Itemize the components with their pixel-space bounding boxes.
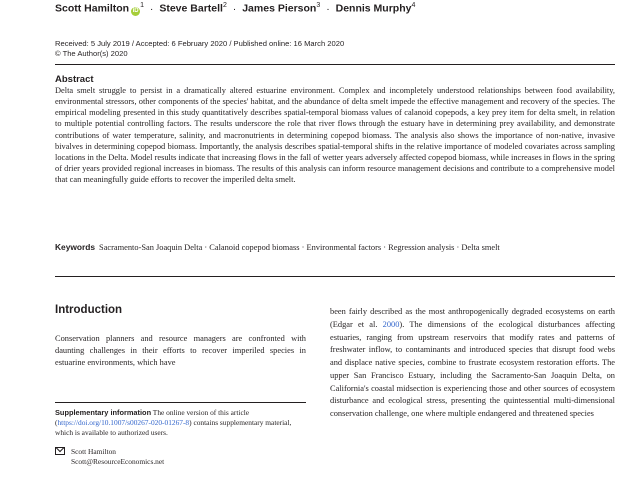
introduction-heading: Introduction <box>55 304 123 316</box>
author-name[interactable]: Scott Hamilton <box>55 2 130 15</box>
envelope-icon <box>55 447 65 455</box>
abstract-divider <box>55 276 615 277</box>
author-name[interactable]: Dennis Murphy <box>335 2 412 15</box>
author-affiliation: 3 <box>316 2 321 9</box>
intro-text-part: been fairly described as the most anthropogenically degraded ecosystems on earth (Edgar et al. <box>330 307 615 329</box>
author-affiliation: 1 <box>140 2 144 9</box>
introduction-left-text: Conservation planners and resource managers are confronted with daunting challenges in their efforts to recover imperiled species in estuarine environments, which have <box>55 334 306 368</box>
citation-link[interactable]: 2000 <box>382 319 400 329</box>
abstract-text: Delta smelt struggle to persist in a dramatically altered estuarine environment. Complex and incompletely understood relationships between food availability, environmental stressors, other components of the species' habitat, and the abundance of delta smelt impede the effective management and recovery of the species. The empirical modeling presented in this study quantitatively describes spatial-temporal biomass values of calanoid copepods, a key prey item for delta smelt, in relation to multiple potential controlling factors. The results underscore the role that river flows through the estuary have in determining prey availability, and demonstrate contributions of water temperature, salinity, and macronutrients in determining copepod biomass. The analysis also shows the importance of non-native, invasive bivalves in determining copepod biomass. Importantly, the analysis describes spatial-temporal shifts in the relative importance of modeled covariates across sampling locations in the Delta. Model results indicate that increasing flows in the fall of wetter years adversely affected copepod biomass, while increases in flows in the spring of drier years provided regional increases in biomass. The results of this analysis can inform resource management decisions and contribute to a comprehensive model that can meaningfully guide efforts to recover the imperiled delta smelt. <box>55 86 615 185</box>
contact-email[interactable]: Scott@ResourceEconomics.net <box>71 456 165 466</box>
corresponding-author <box>55 447 306 467</box>
keywords-block <box>55 242 615 254</box>
author-affiliation: 4 <box>411 2 416 9</box>
author-list <box>55 2 615 16</box>
supplementary-text: ) contains supplementary material, which is available to authorized users. <box>55 417 292 437</box>
orcid-icon[interactable]: iD <box>132 7 139 14</box>
keywords-list: Sacramento-San Joaquin Delta · Calanoid copepod biomass · Environmental factors · Regression analysis · Delta smelt <box>99 243 500 252</box>
author-separator: · <box>232 2 237 15</box>
publication-dates <box>55 39 344 59</box>
keywords-label: Keywords <box>55 242 96 252</box>
supplementary-doi-link[interactable]: https://doi.org/10.1007/s00267-020-01267-8 <box>57 417 190 427</box>
author-separator: · <box>149 2 154 15</box>
supplementary-note <box>55 408 306 437</box>
date-history: Received: 5 July 2019 / Accepted: 6 February 2020 / Published online: 16 March 2020 <box>55 39 345 48</box>
intro-text-part: ). The dimensions of the ecological disturbances affecting estuaries, ranging from upstream reservoirs that modify rates and patterns of freshwater inflow, to contaminants and introduced species that disrupt food webs and displace native species, combine to frustrate ecosystem restoration efforts. The upper San Francisco Estuary, including the Sacramento-San Joaquin Delta, on California's coastal midsection is experiencing those and other sources of ecosystem disturbance and ecological stress, presenting the quintessential multi-dimensional conservation challenge, one where multiple endangered and threatened species <box>330 319 615 418</box>
copyright-line: © The Author(s) 2020 <box>55 49 128 58</box>
author-affiliation: 2 <box>222 2 227 9</box>
author-separator: · <box>326 2 330 15</box>
header-divider <box>55 64 615 65</box>
contact-name: Scott Hamilton <box>71 447 116 456</box>
introduction-right-text <box>330 306 615 480</box>
author-name[interactable]: Steve Bartell <box>159 2 223 15</box>
author-name[interactable]: James Pierson <box>242 2 317 15</box>
footnote-divider <box>55 402 306 403</box>
supplementary-label: Supplementary information <box>55 408 152 417</box>
abstract-heading: Abstract <box>55 74 94 85</box>
supplementary-text: The online version of this article ( <box>55 408 250 427</box>
